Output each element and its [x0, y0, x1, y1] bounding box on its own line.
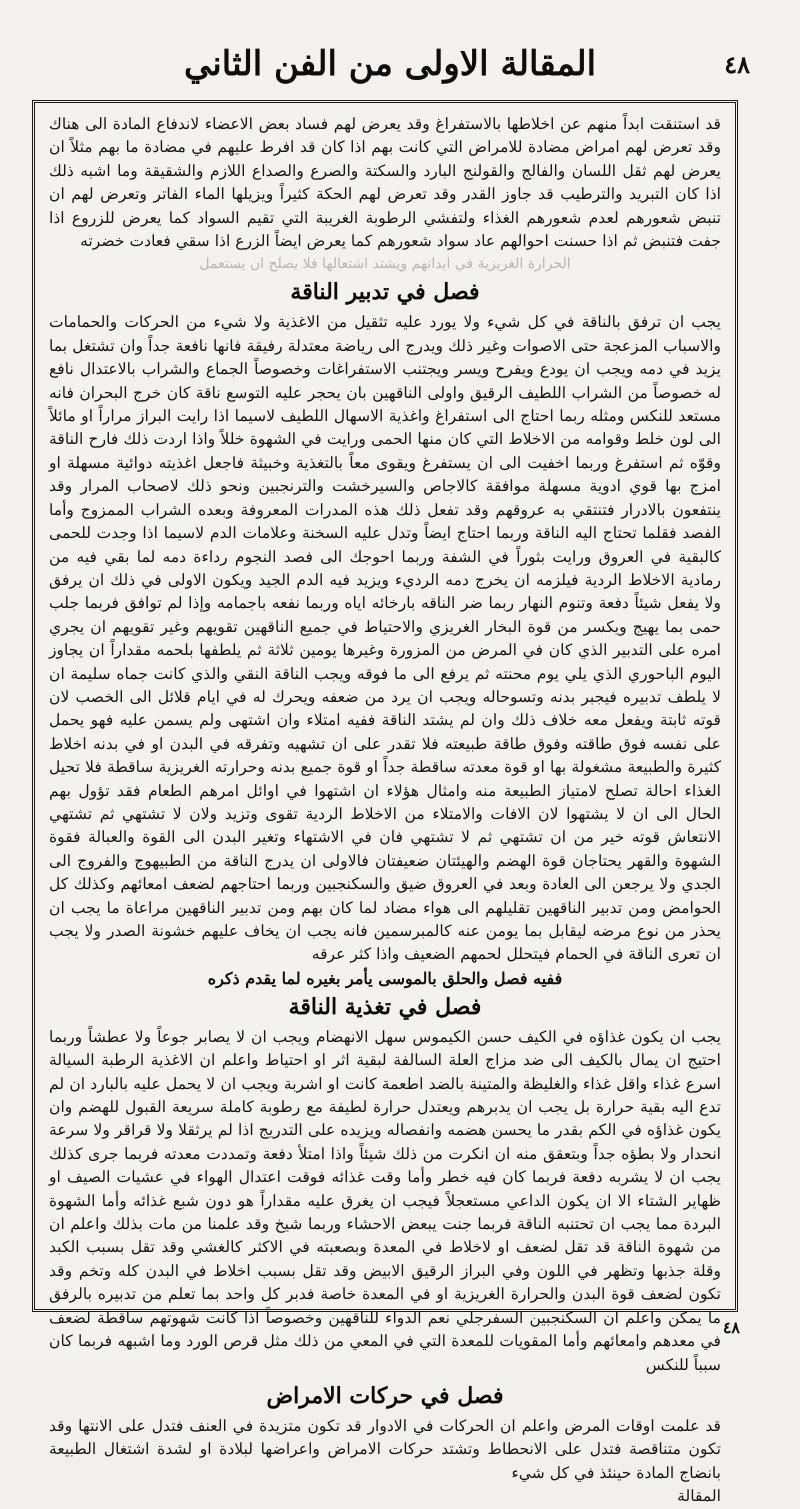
- section-body-disease-movements: [49, 1415, 721, 1509]
- page-number: ٤٨: [724, 49, 750, 79]
- section-heading-convalescent-care: فصل في تدبير الناقة: [290, 279, 480, 306]
- section-heading-convalescent-nutrition: فصل في تغذية الناقة: [288, 993, 482, 1020]
- page-header: [90, 32, 750, 96]
- bleed-through-text: الحرارة الغريزية في ابدانهم ويشتد اشتعالها فلا يصلح ان يستعمل: [199, 256, 571, 273]
- section-closing-line: ففيه فصل والحلق بالموسى يأمر بغيره لما يقدم ذكره: [207, 968, 563, 988]
- intro-block: [49, 113, 721, 253]
- closing-catchword: المقالة: [677, 1487, 721, 1506]
- running-title: المقالة الاولى من الفن الثاني: [183, 44, 597, 84]
- section-paragraph: قد علمت اوقات المرض واعلم ان الحركات في الادوار قد تكون متزيدة في العنف فتدل على الانتها وقد تكون متناقصة فتدل على الانحطاط وتشتد حركات الامراض واعراضها لبلادة او لشدة اشتغال الطبيعة بانضاج المادة حينئذ في كل شيء: [49, 1416, 721, 1482]
- intro-paragraph: قد استنقت ابداً منهم عن اخلاطها بالاستفراغ وقد يعرض لهم فساد بعض الاعضاء لاندفاع المادة الى هناك وقد تعرض لهم امراض مضادة للامراض التي كانت بهم اذا كان قد افرط عليهم في مضادة ما بهم مثلاً ان يعرض لهم ثقل اللسان والفالج والقولنج البارد والسكتة والصرع والصداع اللازم والشقيقة وما اشبه ذلك اذا كان التبريد والترطيب قد جاوز القدر وقد تعرض لهم الحكة كثيراً ويزيلها الماء الفاتر وتعرض لهم ان تنبض شعورهم لعدم شعورهم الغذاء ولتفشي الرطوبة الغريبة التي تقيم السواد كما يعرض للزروع اذا جفت فتنبض ثم اذا حسنت احوالهم عاد سواد شعورهم كما يعرض ايضاً الزرع اذا سقي فعادت خضرته: [49, 115, 721, 251]
- section-heading-disease-movements: فصل في حركات الامراض: [266, 1382, 504, 1409]
- section-paragraph: يجب ان ترفق بالناقة في كل شيء ولا يورد عليه تثقيل من الاغذية ولا شيء من الحركات والحمامات والاسباب المزعجة حتى الاصوات وغير ذلك ويدرج الى رياضة معتدلة رفيقة فانها نافعة جداً وان تشتغل بما يزيد في دمه ويجب ان يودع ويفرح ويسر ويجتنب الاستفراغات وخصوصاً الجماع والشراب بالاعتدال نافع له خصوصاً من الشراب اللطيف الرقيق واولى الناقهين بان يحجر عليه التوسع ناقة كان خرج البحران فانه مستعد للنكس ومثله ربما احتاج الى استفراغ واغذية الاسهال اللطيف لاسيما اذا رايت البراز مراراً او مائلاً الى لون خلط وقوامه من الاخلاط التي كان منها الحمى ورايت في الشهوة خللاً واذا اردت ذلك فارح الناقة وقوّه ثم استفرغ وربما اخفيت الى ان يستفرغ ويقوى معاً بالتغذية وخبيثة فاجعل اغذيته دوائية مسهلة او امزج بها قوي ادوية مسهلة موافقة كالاجاص والسيرخشت والترنجبين ونحو ذلك لاصحاب المرار وقد ينتفعون بالادرار فتنتقي به عروقهم وقد تفعل ذلك هذه المدرات المعروفة وبعده الشراب الممزوج وأما الفصد فقلما تحتاج اليه الناقة وربما احتاج ايضاً وتدل عليه السخنة وعلامات الدم لاسيما اذا وجدت للحمى كالبقية في العروق ورايت بثوراً في الشفة وربما احوجك الى فصد النجوم رداءة دمه لما بقي فيه من رمادية الاخلاط الردية فيلزمه ان يخرج دمه الرديء ويزيد فيه الدم الجيد ويكون الاولى في ذلك ان يرفق ولا يفعل شيئاً دفعة وتنوم النهار ربما ضر الناقه بارخائه اياه وربما نفعه باجمامه وإذا لم توافق فربما جلب حمى بما يهيج ويكسر من قوة البخار الغريزي والاحتياط في جميع الناقهين تقويهم وغير تقويهم ان يجري امره على التدبير الذي كان في المرض من المزورة وغيرها يومين ثلاثة ثم يلطفها بلحمه مقداراً ان يجاوز اليوم الباحوري الذي يلي يوم محنته ثم يرفع الى ما فوقه ويجب الناقة النقي والذي كانت جماه سليمة ان لا يلطف تدبيره فيجبر بدنه وتسوحاله ويجب ان يرد من ضعفه ويحرك له في ايام قلائل الى الخصب لان قوته ثابتة ويفعل معه خلاف ذلك وان لم يشتد الناقة ففيه امتلاء وان اشتهى ولم يسمن عليه فهو يحمل على نفسه فوق طاقته وفوق طاقة طبيعته فلا تقدر على ان تشهيه وتفرقه في البدن او في بدنه اخلاط كثيرة والطبيعة مشغولة بها او قوة معدته ساقطة جداً او قوة جميع بدنه وحرارته الغريزية ساقطة فلا تحيل الغذاء احالة تصلح لامتياز الطبيعة منه وامثال هؤلاء ان اشتهوا في اوائل امرهم الطعام فقد تؤول بهم الحال الى ان لا يشتهوا لان الافات والامتلاء من الاخلاط الردية تقوى وتزيد ولان لا تشتهي ثم تشتهي الانتعاش قوته خير من ان تشتهي ثم لا تشتهي فان في الاشتهاء وتغير البدن الى القوة والعبالة فقوة الشهوة والقهر يحتاجان قوة الهضم والهيئتان ضعيفتان فالاولى ان يدرج الناقة من الطبيهوج والفروج الى الجدي ولا يرجعن الى العادة وبعد في العروق ضيق والسكنجبين وربما احتاجهم لضعف امعائهم وكذلك كل الحوامض ومن تدبير الناقهين تقليلهم الى هواء مضاد لما كان بهم ومن تدبير الناقهين مراعاة ما يجب ان يحذر من نوع مرضه ليقابل بما يومن عنه كالمبرسمين فانه يجب ان يخاف عليهم خشونة الصدر ولا يجب ان تعرى الناقة في الحمام فيتحلل لحمهم الضعيف واذا كثر عرقه: [49, 313, 721, 964]
- signature-mark: ٤٨: [722, 1318, 740, 1337]
- section-body-convalescent-nutrition: [49, 1026, 721, 1377]
- section-paragraph: يجب ان يكون غذاؤه في الكيف حسن الكيموس سهل الانهضام ويجب ان لا يصابر جوعاً ولا عطشاً وربما احتيج ان يمال بالكيف الى ضد مزاج العلة السالفة لبقية اثر او احتياط واعلم ان الاغذية الرطبة السيالة اسرع غذاء واقل غذاء والغليظة والمتينة بالضد اطعمة كانت او اشربة ويجب ان لا يحمل عليه بالبارد ان لم تدع اليه بقية حرارة بل يجب ان يدبرهم ويعتدل حرارة لطيفة مع رطوبة كاملة سريعة القبول للهضم وان يكون غذاؤه في الكم بقدر ما يحسن هضمه وانفصاله ويزيده على التدريج اذا لم يرثقلا ولا قراقر ولا سرعة انحدار ولا بطؤه جداً وبتعقق منه ان انكرت من ذلك شيئاً واذا امتلأ دفعة وتمددت معدته فربما جرى كذلك يجب ان لا يشربه دفعة فربما كان فيه خطر وأما وقت غذائه فوقت اعتدال الهواء في عشيات الصيف او ظهاير الشتاء الا ان يكون الداعي مستعجلاً فيجب ان يغرق عليه مقداراً هو دون شبع غذائه وأما الشهوة البردة مما يجب ان تحتنبه الناقة فربما جنت يبعض الاحشاء وربما شيخ وقد علمنا من مات بذلك واعلم ان من شهوة الناقة قد تقل لضعف او لاخلاط في المعدة وبصعبته في الاكثر كالغشي وقد تقل بسبب الكبد وقلة جذبها وتظهر في اللون وفي البراز الرقيق الابيض وقد تقل بسبب اخلاط في البدن كله وتخم وقد تكون لضعف قوة البدن والحرارة الغريزية او في المعدة خاصة فدبر كل واحد بما تعلم من تدبيره بالرفق ما يمكن واعلم ان السكنجبين السفرجلي نعم الدواء للناقهين وخصوصاً اذا كانت شهوتهم ساقطة لضعف في معدهم وامعائهم وأما المقويات للمعدة التي في المعي من ذلك مثل قرص الورد وما اشبهه فربما كان سبباً للنكس: [49, 1027, 721, 1374]
- section-body-convalescent-care: [49, 311, 721, 966]
